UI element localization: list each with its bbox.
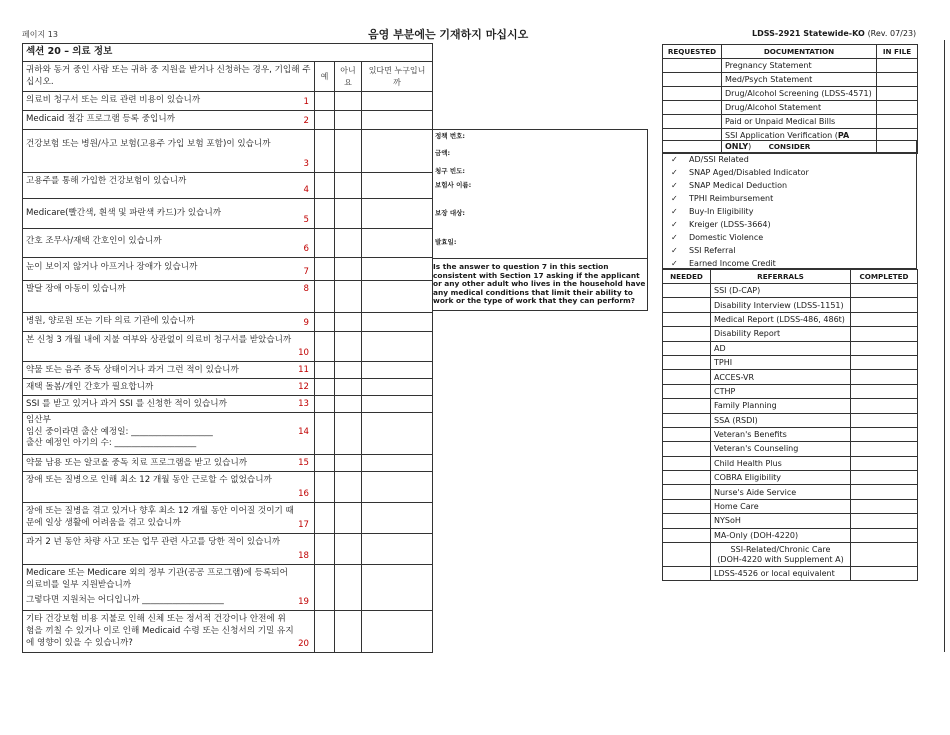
completed-cell[interactable] (851, 298, 918, 312)
question-text: 건강보험 또는 병원/사고 보험(고용주 가입 보험 포함)이 있습니까 3 (23, 130, 315, 173)
answer-yes-cell[interactable] (315, 229, 335, 258)
answer-who-cell[interactable] (362, 534, 433, 565)
column-no: 아니요 (335, 62, 362, 92)
question-number: 11 (298, 365, 309, 375)
completed-cell[interactable] (851, 543, 918, 567)
answer-yes-cell[interactable] (315, 362, 335, 379)
answer-yes-cell[interactable] (315, 379, 335, 396)
question-number: 5 (303, 215, 309, 225)
question-7-consistency-note: Is the answer to question 7 in this section consistent with Section 17 asking if the applicant or any other adult who lives in the household have any medical conditions that limit their ability to work or the type of work that they can perform? (433, 262, 646, 306)
question-number: 12 (298, 382, 309, 392)
question-number: 20 (298, 639, 309, 649)
referral-item: CTHP (711, 384, 851, 398)
section-title: 섹션 20 – 의료 정보 (23, 44, 433, 62)
needed-cell[interactable] (663, 413, 711, 427)
needed-cell[interactable] (663, 514, 711, 528)
answer-no-cell[interactable] (335, 281, 362, 313)
consider-item: ✓ SSI Referral (671, 246, 736, 255)
needed-cell[interactable] (663, 355, 711, 369)
referral-row (663, 327, 918, 341)
checkmark-icon: ✓ (671, 220, 678, 229)
question-row (23, 229, 433, 258)
question-row (23, 396, 433, 413)
answer-yes-cell[interactable] (315, 472, 335, 503)
answer-yes-cell[interactable] (315, 611, 335, 653)
referral-row (663, 312, 918, 326)
pa-only-label: PA ONLY (725, 131, 850, 151)
requested-cell[interactable] (663, 101, 722, 115)
consider-item: ✓ TPHI Reimbursement (671, 194, 774, 203)
answer-no-cell[interactable] (335, 413, 362, 455)
answer-yes-cell[interactable] (315, 565, 335, 611)
checkmark-icon: ✓ (671, 168, 678, 177)
answer-no-cell[interactable] (335, 332, 362, 362)
consider-item: ✓ SNAP Medical Deduction (671, 181, 788, 190)
billing-frequency-label: 청구 빈도: (435, 167, 465, 175)
question-number: 8 (303, 284, 309, 294)
answer-who-cell[interactable] (362, 565, 433, 611)
requested-cell[interactable] (663, 59, 722, 73)
coverage-label: 보장 대상: (435, 209, 465, 217)
checkmark-icon: ✓ (671, 207, 678, 216)
referral-item: Nurse's Aide Service (711, 485, 851, 499)
checkmark-icon: ✓ (671, 233, 678, 242)
question-number: 16 (298, 489, 309, 499)
consider-item: ✓ AD/SSI Related (671, 155, 749, 164)
answer-no-cell[interactable] (335, 379, 362, 396)
right-border-line (944, 40, 945, 652)
question-text (23, 413, 315, 455)
referrals-header: REFERRALS (711, 270, 851, 284)
answer-who-cell[interactable] (362, 455, 433, 472)
referral-row (663, 370, 918, 384)
question-text: 약물 남용 또는 알코올 중독 치료 프로그램을 받고 있습니까 15 (23, 455, 315, 472)
question-text: 병원, 양로원 또는 기타 의료 기관에 있습니까 9 (23, 313, 315, 332)
needed-cell[interactable] (663, 298, 711, 312)
answer-yes-cell[interactable] (315, 111, 335, 130)
referral-row (663, 341, 918, 355)
answer-yes-cell[interactable] (315, 313, 335, 332)
question-row (23, 130, 433, 173)
completed-cell[interactable] (851, 567, 918, 581)
question-text: 약물 또는 음주 중독 상태이거나 과거 그런 적이 있습니까 11 (23, 362, 315, 379)
referrals-table (662, 269, 918, 581)
in-file-cell[interactable] (877, 115, 918, 129)
answer-who-cell[interactable] (362, 130, 433, 173)
question-number: 18 (298, 551, 309, 561)
answer-who-cell[interactable] (362, 503, 433, 534)
in-file-header: IN FILE (877, 45, 918, 59)
in-file-cell[interactable] (877, 101, 918, 115)
question-text: 기타 건강보험 비용 지불로 인해 신체 또는 정서적 건강이나 안전에 위험을 끼칠 수 있거나 이로 인해 Medicaid 수령 또는 신청서의 기밀 유지에 영향이 있을 수 있습니까? 20 (23, 611, 315, 653)
question-text: 본 신청 3 개월 내에 지불 여부와 상관없이 의료비 청구서를 받았습니까 10 (23, 332, 315, 362)
answer-yes-cell[interactable] (315, 413, 335, 455)
form-id (752, 29, 916, 38)
question-text: 발달 장애 아동이 있습니까 8 (23, 281, 315, 313)
needed-cell[interactable] (663, 284, 711, 298)
completed-cell[interactable] (851, 355, 918, 369)
answer-yes-cell[interactable] (315, 503, 335, 534)
answer-no-cell[interactable] (335, 565, 362, 611)
referral-item: SSA (RSDI) (711, 413, 851, 427)
answer-yes-cell[interactable] (315, 130, 335, 173)
requested-header: REQUESTED (663, 45, 722, 59)
answer-who-cell[interactable] (362, 199, 433, 229)
question-row (23, 173, 433, 199)
answer-who-cell[interactable] (362, 92, 433, 111)
answer-who-cell[interactable] (362, 258, 433, 281)
answer-no-cell[interactable] (335, 455, 362, 472)
answer-who-cell[interactable] (362, 611, 433, 653)
completed-cell[interactable] (851, 485, 918, 499)
answer-no-cell[interactable] (335, 611, 362, 653)
referral-item: MA-Only (DOH-4220) (711, 528, 851, 542)
answer-no-cell[interactable] (335, 362, 362, 379)
referral-item: Medical Report (LDSS-486, 486t) (711, 312, 851, 326)
question-number: 3 (303, 159, 309, 169)
column-who: 있다면 누구입니까 (362, 62, 433, 92)
referral-row (663, 284, 918, 298)
referral-row (663, 528, 918, 542)
question-row (23, 313, 433, 332)
policy-number-label: 정책 번호: (435, 132, 465, 140)
referral-row (663, 442, 918, 456)
question-text: 고용주를 통해 가입한 건강보험이 있습니까 4 (23, 173, 315, 199)
needed-cell[interactable] (663, 384, 711, 398)
completed-cell[interactable] (851, 312, 918, 326)
needed-cell[interactable] (663, 341, 711, 355)
detail-divider (433, 258, 647, 259)
question-row (23, 332, 433, 362)
consider-item: ✓ SNAP Aged/Disabled Indicator (671, 168, 809, 177)
question-row (23, 281, 433, 313)
question-number: 14 (298, 427, 309, 437)
question-row (23, 258, 433, 281)
requested-cell[interactable] (663, 87, 722, 101)
referral-item: Child Health Plus (711, 456, 851, 470)
needed-cell[interactable] (663, 442, 711, 456)
documentation-row (663, 101, 918, 115)
documentation-item: Pregnancy Statement (722, 59, 877, 73)
answer-no-cell[interactable] (335, 229, 362, 258)
question-number: 7 (303, 267, 309, 277)
referral-item: COBRA Eligibility (711, 471, 851, 485)
question-number: 17 (298, 520, 309, 530)
answer-no-cell[interactable] (335, 173, 362, 199)
needed-cell[interactable] (663, 427, 711, 441)
completed-header: COMPLETED (851, 270, 918, 284)
question-row (23, 534, 433, 565)
answer-who-cell[interactable] (362, 111, 433, 130)
answer-no-cell[interactable] (335, 534, 362, 565)
referral-item: TPHI (711, 355, 851, 369)
referral-item: Disability Report (711, 327, 851, 341)
needed-cell[interactable] (663, 399, 711, 413)
answer-who-cell[interactable] (362, 379, 433, 396)
question-number: 1 (303, 97, 309, 107)
needed-cell[interactable] (663, 471, 711, 485)
needed-cell[interactable] (663, 485, 711, 499)
referral-row (663, 543, 918, 567)
question-text: SSI 를 받고 있거나 과거 SSI 를 신청한 적이 있습니까 13 (23, 396, 315, 413)
answer-no-cell[interactable] (335, 199, 362, 229)
completed-cell[interactable] (851, 499, 918, 513)
referral-row (663, 514, 918, 528)
question-number: 10 (298, 348, 309, 358)
answer-yes-cell[interactable] (315, 396, 335, 413)
referral-item: Home Care (711, 499, 851, 513)
question-row (23, 379, 433, 396)
checkmark-icon: ✓ (671, 246, 678, 255)
completed-cell[interactable] (851, 456, 918, 470)
answer-yes-cell[interactable] (315, 199, 335, 229)
referral-row (663, 384, 918, 398)
referral-item: AD (711, 341, 851, 355)
answer-no-cell[interactable] (335, 258, 362, 281)
answer-who-cell[interactable] (362, 229, 433, 258)
question-number: 13 (298, 399, 309, 409)
completed-cell[interactable] (851, 341, 918, 355)
question-text: 의료비 청구서 또는 의료 관련 비용이 있습니까 1 (23, 92, 315, 111)
referral-row (663, 427, 918, 441)
referral-item: Veteran's Benefits (711, 427, 851, 441)
completed-cell[interactable] (851, 528, 918, 542)
form-revision: (Rev. 07/23) (867, 29, 917, 38)
answer-yes-cell[interactable] (315, 455, 335, 472)
answer-yes-cell[interactable] (315, 173, 335, 199)
answer-no-cell[interactable] (335, 92, 362, 111)
completed-cell[interactable] (851, 399, 918, 413)
checkmark-icon: ✓ (671, 155, 678, 164)
completed-cell[interactable] (851, 327, 918, 341)
referral-row (663, 298, 918, 312)
answer-no-cell[interactable] (335, 472, 362, 503)
documentation-row (663, 87, 918, 101)
needed-cell[interactable] (663, 567, 711, 581)
support-source-line: 그렇다면 지원처는 어디입니까 ___________________ (26, 595, 224, 605)
documentation-row (663, 115, 918, 129)
answer-yes-cell[interactable] (315, 332, 335, 362)
referral-item: SSI-Related/Chronic Care (DOH-4220 with Supplement A) (711, 543, 851, 567)
needed-cell[interactable] (663, 312, 711, 326)
referral-item: Veteran's Counseling (711, 442, 851, 456)
question-number: 2 (303, 116, 309, 126)
question-number: 4 (303, 185, 309, 195)
answer-who-cell[interactable] (362, 396, 433, 413)
referral-row (663, 399, 918, 413)
medicare-program-text: Medicare 또는 Medicare 외의 정부 기관(공공 프로그램)에 등록되어 의료비를 일부 지원받습니까 (26, 568, 288, 590)
question-row (23, 472, 433, 503)
completed-cell[interactable] (851, 514, 918, 528)
due-date-line: 임신 중이라면 출산 예정일: ___________________ (26, 426, 213, 437)
needed-cell[interactable] (663, 499, 711, 513)
documentation-header: DOCUMENTATION (722, 45, 877, 59)
completed-cell[interactable] (851, 427, 918, 441)
question-row (23, 455, 433, 472)
question-text: Medicaid 절감 프로그램 등록 중입니까 2 (23, 111, 315, 130)
referral-item: ACCES-VR (711, 370, 851, 384)
requested-cell[interactable] (663, 115, 722, 129)
amount-label: 금액: (435, 149, 451, 157)
completed-cell[interactable] (851, 413, 918, 427)
referral-row (663, 413, 918, 427)
answer-yes-cell[interactable] (315, 258, 335, 281)
answer-yes-cell[interactable] (315, 281, 335, 313)
needed-cell[interactable] (663, 370, 711, 384)
consider-box (662, 140, 917, 269)
question-text (23, 565, 315, 611)
in-file-cell[interactable] (877, 73, 918, 87)
needed-header: NEEDED (663, 270, 711, 284)
checkmark-icon: ✓ (671, 259, 678, 268)
question-text: Medicare(빨간색, 흰색 및 파란색 카드)가 있습니까 5 (23, 199, 315, 229)
column-yes: 예 (315, 62, 335, 92)
question-number: 15 (298, 458, 309, 468)
baby-count-line: 출산 예정인 아기의 수: ___________________ (26, 438, 197, 448)
referral-row (663, 485, 918, 499)
referral-item: NYSoH (711, 514, 851, 528)
answer-who-cell[interactable] (362, 332, 433, 362)
question-number: 6 (303, 244, 309, 254)
answer-yes-cell[interactable] (315, 92, 335, 111)
documentation-table (662, 44, 918, 154)
completed-cell[interactable] (851, 284, 918, 298)
in-file-cell[interactable] (877, 87, 918, 101)
needed-cell[interactable] (663, 543, 711, 567)
answer-no-cell[interactable] (335, 313, 362, 332)
checkmark-icon: ✓ (671, 181, 678, 190)
section-intro: 귀하와 동거 중인 사람 또는 귀하 중 지원을 받거나 신청하는 경우, 기입해 주십시오. (23, 62, 315, 92)
referral-row (663, 471, 918, 485)
question-text: 과거 2 년 동안 차량 사고 또는 업무 관련 사고를 당한 적이 있습니까 18 (23, 534, 315, 565)
question-text: 재택 돌봄/개인 간호가 필요합니까 12 (23, 379, 315, 396)
answer-who-cell[interactable] (362, 362, 433, 379)
consider-item: ✓ Kreiger (LDSS-3664) (671, 220, 771, 229)
consider-list (663, 153, 916, 270)
answer-no-cell[interactable] (335, 111, 362, 130)
answer-who-cell[interactable] (362, 413, 433, 455)
answer-no-cell[interactable] (335, 503, 362, 534)
needed-cell[interactable] (663, 456, 711, 470)
question-text: 장애 또는 질병으로 인해 최소 12 개월 동안 근로할 수 없었습니까 16 (23, 472, 315, 503)
question-row (23, 413, 433, 455)
completed-cell[interactable] (851, 471, 918, 485)
documentation-item: Med/Psych Statement (722, 73, 877, 87)
answer-who-cell[interactable] (362, 472, 433, 503)
answer-who-cell[interactable] (362, 281, 433, 313)
question-number: 19 (298, 597, 309, 607)
answer-yes-cell[interactable] (315, 534, 335, 565)
question-number: 9 (303, 318, 309, 328)
consider-item: ✓ Domestic Violence (671, 233, 764, 242)
consider-item: ✓ Buy-In Eligibility (671, 207, 754, 216)
question-text: 장애 또는 질병을 겪고 있거나 향후 최소 12 개월 동안 이어질 것이기 때문에 일상 생활에 어려움을 겪고 있습니까 17 (23, 503, 315, 534)
consider-item: ✓ Earned Income Credit (671, 259, 776, 268)
question-row (23, 503, 433, 534)
page-number: 페이지 13 (22, 30, 58, 39)
referral-row (663, 499, 918, 513)
shaded-area-notice: 음영 부분에는 기재하지 마십시오 (368, 28, 529, 41)
referral-row (663, 567, 918, 581)
documentation-item: Paid or Unpaid Medical Bills (722, 115, 877, 129)
completed-cell[interactable] (851, 384, 918, 398)
answer-no-cell[interactable] (335, 130, 362, 173)
documentation-row (663, 59, 918, 73)
documentation-item: Drug/Alcohol Statement (722, 101, 877, 115)
documentation-row (663, 73, 918, 87)
question-row (23, 199, 433, 229)
needed-cell[interactable] (663, 327, 711, 341)
completed-cell[interactable] (851, 370, 918, 384)
answer-who-cell[interactable] (362, 313, 433, 332)
question-row (23, 362, 433, 379)
needed-cell[interactable] (663, 528, 711, 542)
question-row (23, 111, 433, 130)
question-text: 눈이 보이지 않거나 아프거나 장애가 있습니까 7 (23, 258, 315, 281)
referral-row (663, 355, 918, 369)
referral-item: Family Planning (711, 399, 851, 413)
question-row (23, 92, 433, 111)
referral-row (663, 456, 918, 470)
in-file-cell[interactable] (877, 59, 918, 73)
answer-who-cell[interactable] (362, 173, 433, 199)
question-row (23, 565, 433, 611)
medical-questions-table (22, 43, 433, 653)
form-code: LDSS-2921 Statewide-KO (752, 29, 865, 38)
answer-no-cell[interactable] (335, 396, 362, 413)
insurer-name-label: 보험사 이름: (435, 181, 472, 189)
checkmark-icon: ✓ (671, 194, 678, 203)
effective-date-label: 발효일: (435, 238, 457, 246)
consider-title: CONSIDER (768, 142, 811, 151)
question-row (23, 611, 433, 653)
pregnant-label: 임산부 (26, 415, 51, 425)
requested-cell[interactable] (663, 73, 722, 87)
question-text: 간호 조무사/재택 간호인이 있습니까 6 (23, 229, 315, 258)
referral-item: Disability Interview (LDSS-1151) (711, 298, 851, 312)
documentation-item: SSI Application Verification (PA ONLY) (722, 129, 877, 154)
documentation-item: Drug/Alcohol Screening (LDSS-4571) (722, 87, 877, 101)
referral-item: SSI (D-CAP) (711, 284, 851, 298)
completed-cell[interactable] (851, 442, 918, 456)
referral-item: LDSS-4526 or local equivalent (711, 567, 851, 581)
